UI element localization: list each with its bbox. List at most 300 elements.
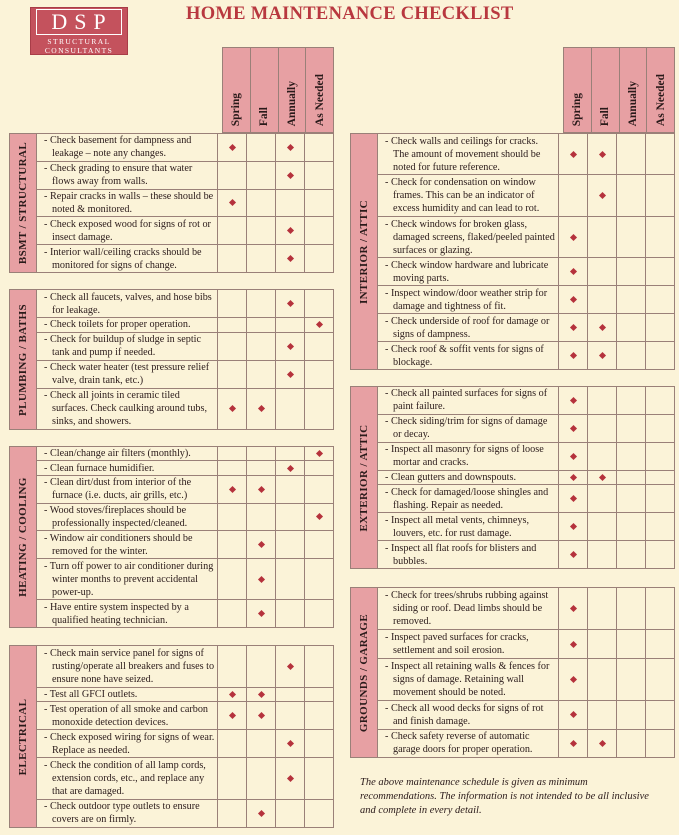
diamond-marker-icon [569,324,576,331]
checklist-item [37,730,217,757]
diamond-marker-icon [569,453,576,460]
schedule-cell-fall [246,389,275,430]
checklist-item [37,361,217,388]
schedule-cell-as-needed [645,314,674,341]
section-label-bar [10,290,37,429]
schedule-cell-fall [587,134,616,174]
checklist-item-text: - Check underside of roof for damage or signs of dampness. [385,315,550,340]
schedule-cell-fall [246,290,275,317]
checklist-item [378,134,558,174]
checklist-row [378,630,674,659]
checklist-row [37,333,333,361]
checklist-row [378,730,674,758]
diamond-marker-icon [569,268,576,275]
diamond-marker-icon [257,712,264,719]
checklist-item [37,559,217,599]
checklist-row [378,387,674,415]
section-heating-cooling [9,446,334,628]
schedule-cell-annually [275,758,304,799]
checklist-item-text: - Inspect all masonry for signs of loose mortar and cracks. [385,444,544,469]
checklist-row [378,471,674,485]
schedule-cell-annually [616,443,645,470]
schedule-cell-annually [275,190,304,217]
schedule-cell-fall [587,443,616,470]
column-header-right [563,47,675,133]
column-header-left [222,47,334,133]
schedule-cell-spring [558,415,587,442]
diamond-marker-icon [286,227,293,234]
schedule-cell-as-needed [304,730,333,757]
column-header-fall [251,48,279,132]
schedule-cell-as-needed [304,217,333,244]
diamond-marker-icon [286,172,293,179]
checklist-item [37,333,217,360]
checklist-item [378,415,558,442]
schedule-cell-as-needed [304,361,333,388]
diamond-marker-icon [569,605,576,612]
schedule-cell-annually [616,659,645,700]
checklist-row [37,531,333,559]
logo-mark: DSP [36,9,122,35]
schedule-cell-fall [246,646,275,687]
checklist-item [378,701,558,729]
checklist-item-text: - Check outdoor type outlets to ensure covers are on firmly. [44,801,200,826]
schedule-cell-fall [587,659,616,700]
schedule-cell-as-needed [304,702,333,729]
schedule-cell-fall [246,758,275,799]
diamond-marker-icon [569,397,576,404]
diamond-marker-icon [286,144,293,151]
checklist-row [37,688,333,703]
schedule-cell-fall [246,688,275,702]
schedule-cell-fall [246,318,275,332]
checklist-item [37,217,217,244]
checklist-item-text: - Check for damaged/loose shingles and flashing. Repair as needed. [385,486,549,511]
diamond-marker-icon [228,405,235,412]
column-header-spring [564,48,592,132]
checklist-item-text: - Check exposed wiring for signs of wear. Replace as needed. [44,731,215,756]
schedule-cell-fall [246,476,275,503]
diamond-marker-icon [569,233,576,240]
schedule-cell-annually [616,630,645,658]
schedule-cell-as-needed [304,600,333,627]
checklist-item [37,702,217,729]
section-bsmt-structural [9,133,334,273]
schedule-cell-fall [587,286,616,313]
checklist-item-text: - Check for condensation on window frames. This can be an indicator of excess humidity and can lead to rot. [385,177,540,215]
diamond-marker-icon [286,342,293,349]
checklist-item [378,471,558,484]
schedule-cell-fall [587,258,616,285]
diamond-marker-icon [228,712,235,719]
checklist-item [378,588,558,629]
checklist-row [37,245,333,272]
schedule-cell-as-needed [645,588,674,629]
diamond-marker-icon [598,474,605,481]
schedule-cell-fall [246,333,275,360]
schedule-cell-spring [217,800,246,827]
schedule-cell-fall [246,245,275,272]
schedule-cell-spring [217,600,246,627]
diamond-marker-icon [257,576,264,583]
section-label: INTERIOR / ATTIC [358,199,370,304]
column-header-annually [279,48,307,132]
checklist-item [378,175,558,215]
checklist-item [37,245,217,272]
schedule-cell-fall [587,513,616,540]
schedule-cell-spring [217,217,246,244]
checklist-row [37,702,333,730]
checklist-item-text: - Clean furnace humidifier. [44,462,155,474]
schedule-cell-as-needed [645,485,674,512]
schedule-cell-annually [275,162,304,189]
checklist-rows [378,387,674,568]
section-label-bar [10,447,37,627]
checklist-item [378,258,558,285]
diamond-marker-icon [257,541,264,548]
section-grounds-garage [350,587,675,758]
section-electrical [9,645,334,828]
diamond-marker-icon [569,296,576,303]
schedule-cell-annually [616,387,645,414]
schedule-cell-spring [217,758,246,799]
checklist-item-text: - Repair cracks in walls – these should be noted & monitored. [44,190,214,215]
schedule-cell-as-needed [304,531,333,558]
schedule-cell-annually [275,730,304,757]
checklist-row [378,286,674,314]
checklist-row [378,134,674,175]
diamond-marker-icon [569,711,576,718]
schedule-cell-annually [275,559,304,599]
checklist-row [378,258,674,286]
schedule-cell-as-needed [645,513,674,540]
column-header-label: As Needed [654,73,667,126]
checklist-item-text: - Clean dirt/dust from interior of the furnace (i.e. ducts, air grills, etc.) [44,477,192,502]
schedule-cell-as-needed [645,701,674,729]
schedule-cell-as-needed [304,476,333,503]
schedule-cell-as-needed [304,504,333,531]
schedule-cell-fall [246,134,275,161]
diamond-marker-icon [315,513,322,520]
schedule-cell-fall [246,559,275,599]
schedule-cell-annually [616,314,645,341]
checklist-item [378,387,558,414]
checklist-row [37,389,333,430]
checklist-item-text: - Inspect all retaining walls & fences for signs of damage. Retaining wall movement should be noted. [385,660,550,698]
checklist-item [37,134,217,161]
checklist-row [378,701,674,730]
checklist-item-text: - Check the condition of all lamp cords, extension cords, etc., and replace any that are damaged. [44,760,206,798]
checklist-row [37,217,333,245]
checklist-row [37,800,333,827]
diamond-marker-icon [598,151,605,158]
schedule-cell-fall [246,504,275,531]
column-header-fall [592,48,620,132]
checklist-row [378,513,674,541]
schedule-cell-as-needed [304,646,333,687]
section-interior-attic [350,133,675,370]
schedule-cell-fall [246,800,275,827]
schedule-cell-as-needed [304,758,333,799]
schedule-cell-spring [217,646,246,687]
checklist-item-text: - Wood stoves/fireplaces should be professionally inspected/cleaned. [44,504,188,529]
checklist-item-text: - Check all wood decks for signs of rot and finish damage. [385,702,544,727]
schedule-cell-fall [587,387,616,414]
checklist-item [37,758,217,799]
checklist-item-text: - Window air conditioners should be removed for the winter. [44,532,193,557]
schedule-cell-annually [616,175,645,215]
diamond-marker-icon [569,551,576,558]
schedule-cell-spring [558,217,587,257]
schedule-cell-annually [616,485,645,512]
checklist-item-text: - Check exposed wood for signs of rot or insect damage. [44,218,211,243]
schedule-cell-fall [587,541,616,568]
schedule-cell-fall [587,701,616,729]
schedule-cell-as-needed [645,415,674,442]
checklist-item-text: - Have entire system inspected by a qualified heating technician. [44,601,189,626]
schedule-cell-annually [616,134,645,174]
checklist-item-text: - Check all joints in ceramic tiled surfaces. Check caulking around tubs, sinks, and showers. [44,390,208,428]
checklist-rows [37,646,333,827]
schedule-cell-annually [616,701,645,729]
schedule-cell-as-needed [304,318,333,332]
schedule-cell-fall [246,162,275,189]
diamond-marker-icon [286,255,293,262]
schedule-cell-annually [275,389,304,430]
schedule-cell-as-needed [304,245,333,272]
checklist-item [37,476,217,503]
schedule-cell-as-needed [304,162,333,189]
schedule-cell-fall [246,531,275,558]
diamond-marker-icon [257,691,264,698]
schedule-cell-annually [616,415,645,442]
schedule-cell-spring [217,447,246,460]
checklist-row [37,730,333,758]
schedule-cell-spring [558,175,587,215]
schedule-cell-fall [587,485,616,512]
diamond-marker-icon [286,465,293,472]
schedule-cell-fall [587,217,616,257]
schedule-cell-annually [616,541,645,568]
diamond-marker-icon [569,495,576,502]
schedule-cell-as-needed [645,217,674,257]
schedule-cell-as-needed [645,342,674,369]
checklist-row [37,162,333,190]
schedule-cell-fall [246,447,275,460]
schedule-cell-spring [558,730,587,758]
checklist-row [37,318,333,333]
checklist-item-text: - Inspect all flat roofs for blisters and bubbles. [385,542,537,567]
schedule-cell-spring [217,702,246,729]
section-label: PLUMBING / BATHS [17,303,29,416]
diamond-marker-icon [569,676,576,683]
schedule-cell-annually [616,286,645,313]
schedule-cell-annually [275,702,304,729]
checklist-row [37,361,333,389]
schedule-cell-fall [587,630,616,658]
schedule-cell-spring [558,258,587,285]
schedule-cell-spring [558,387,587,414]
schedule-cell-annually [616,342,645,369]
checklist-item [37,531,217,558]
checklist-item-text: - Check basement for dampness and leakage – note any changes. [44,135,192,160]
checklist-item [378,630,558,658]
column-header-label: Fall [599,106,612,126]
schedule-cell-fall [587,730,616,758]
diamond-marker-icon [286,775,293,782]
checklist-item [37,461,217,474]
schedule-cell-fall [587,415,616,442]
checklist-item [37,162,217,189]
schedule-cell-fall [246,600,275,627]
section-label-bar [351,134,378,369]
schedule-cell-annually [275,800,304,827]
diamond-marker-icon [228,691,235,698]
schedule-cell-fall [246,461,275,474]
checklist-row [378,588,674,630]
diamond-marker-icon [315,450,322,457]
diamond-marker-icon [257,810,264,817]
checklist-rows [37,447,333,627]
checklist-row [378,342,674,369]
schedule-cell-as-needed [304,290,333,317]
schedule-cell-as-needed [645,730,674,758]
checklist-item [378,286,558,313]
schedule-cell-fall [587,471,616,484]
schedule-cell-annually [275,245,304,272]
checklist-item [378,443,558,470]
column-header-as-needed [647,48,674,132]
checklist-row [37,134,333,162]
schedule-cell-as-needed [645,134,674,174]
schedule-cell-spring [217,476,246,503]
column-header-label: Fall [258,106,271,126]
schedule-cell-spring [217,333,246,360]
schedule-cell-spring [558,588,587,629]
checklist-row [37,600,333,627]
schedule-cell-annually [275,600,304,627]
schedule-cell-annually [616,730,645,758]
schedule-cell-annually [275,461,304,474]
page-title: HOME MAINTENANCE CHECKLIST [186,4,514,24]
column-header-as-needed [306,48,333,132]
checklist-item-text: - Inspect paved surfaces for cracks, settlement and soil erosion. [385,632,529,656]
schedule-cell-spring [217,559,246,599]
checklist-item-text: - Check window hardware and lubricate moving parts. [385,259,549,284]
schedule-cell-spring [217,730,246,757]
schedule-cell-spring [558,314,587,341]
checklist-rows [378,588,674,757]
schedule-cell-fall [587,588,616,629]
checklist-row [37,646,333,688]
schedule-cell-annually [275,361,304,388]
checklist-item [37,290,217,317]
section-label-bar [10,134,37,272]
checklist-row [378,541,674,568]
checklist-row [37,461,333,475]
diamond-marker-icon [257,405,264,412]
logo-line-1: STRUCTURAL [47,37,111,46]
schedule-cell-fall [246,190,275,217]
section-plumbing-baths [9,289,334,430]
schedule-cell-spring [558,701,587,729]
diamond-marker-icon [315,321,322,328]
schedule-cell-spring [558,485,587,512]
schedule-cell-spring [558,541,587,568]
checklist-item-text: - Test operation of all smoke and carbon monoxide detection devices. [44,703,209,728]
schedule-cell-spring [217,318,246,332]
schedule-cell-spring [217,361,246,388]
checklist-row [37,559,333,600]
logo-line-2: CONSULTANTS [44,46,114,55]
schedule-cell-fall [246,730,275,757]
schedule-cell-annually [616,471,645,484]
column-header-label: As Needed [313,73,326,126]
schedule-cell-annually [616,217,645,257]
checklist-row [37,476,333,504]
schedule-cell-spring [217,245,246,272]
checklist-item-text: - Check safety reverse of automatic garage doors for proper operation. [385,731,533,756]
checklist-item-text: - Test all GFCI outlets. [44,688,138,700]
diamond-marker-icon [228,144,235,151]
column-header-label: Spring [230,92,243,126]
checklist-item-text: - Check all painted surfaces for signs of paint failure. [385,388,548,413]
schedule-cell-spring [558,286,587,313]
schedule-cell-as-needed [304,461,333,474]
schedule-cell-spring [558,134,587,174]
checklist-row [37,504,333,532]
column-header-label: Annually [626,80,639,126]
schedule-cell-spring [217,531,246,558]
diamond-marker-icon [598,352,605,359]
checklist-row [378,314,674,342]
checklist-row [378,217,674,258]
checklist-item-text: - Check siding/trim for signs of damage or decay. [385,416,548,441]
checklist-item-text: - Check main service panel for signs of rusting/operate all breakers and fuses to ensure none have seized. [44,647,215,685]
checklist-item [37,646,217,687]
schedule-cell-fall [587,342,616,369]
schedule-cell-spring [217,290,246,317]
diamond-marker-icon [569,640,576,647]
schedule-cell-annually [616,588,645,629]
checklist-row [37,290,333,318]
checklist-item-text: - Check for buildup of sludge in septic tank and pump if needed. [44,334,202,358]
checklist-item-text: - Check grading to ensure that water flows away from walls. [44,163,193,188]
diamond-marker-icon [569,425,576,432]
schedule-cell-as-needed [645,471,674,484]
schedule-cell-fall [587,314,616,341]
checklist-item-text: - Clean/change air filters (monthly). [44,448,191,460]
schedule-cell-as-needed [304,559,333,599]
section-label-bar [351,588,378,757]
column-header-label: Annually [285,80,298,126]
checklist-item-text: - Check windows for broken glass, damaged screens, flaked/peeled painted surfaces or glazing. [385,218,555,256]
checklist-item-text: - Check roof & soffit vents for signs of blockage. [385,343,544,368]
diamond-marker-icon [257,486,264,493]
schedule-cell-as-needed [304,134,333,161]
section-label: ELECTRICAL [17,698,29,775]
schedule-cell-spring [558,443,587,470]
column-header-spring [223,48,251,132]
diamond-marker-icon [569,151,576,158]
checklist-item [378,541,558,568]
schedule-cell-as-needed [645,387,674,414]
schedule-cell-annually [275,318,304,332]
checklist-item-text: - Turn off power to air conditioner during winter months to prevent accidental power-up. [44,560,214,598]
schedule-cell-annually [275,476,304,503]
schedule-cell-spring [558,513,587,540]
diamond-marker-icon [569,740,576,747]
